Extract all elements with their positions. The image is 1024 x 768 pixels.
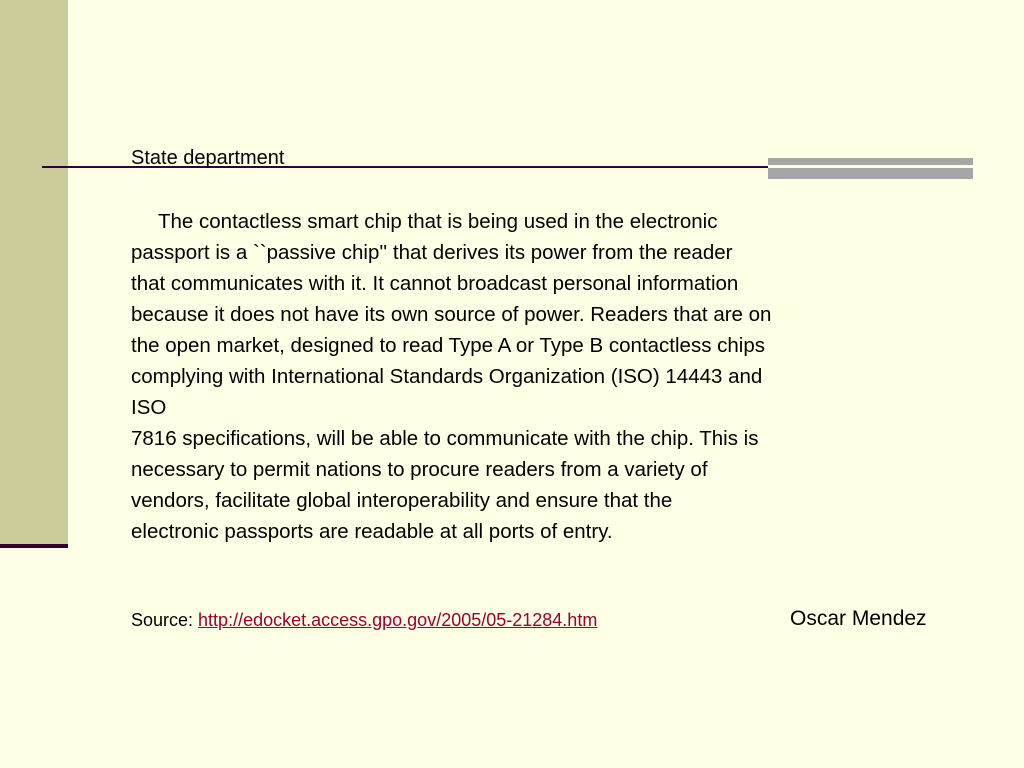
paragraph-line: passport is a ``passive chip'' that derives its power from the reader (131, 241, 733, 264)
paragraph-line: necessary to permit nations to procure readers from a variety of (131, 458, 708, 481)
paragraph-line: because it does not have its own source of power. Readers that are on (131, 303, 772, 326)
paragraph-line: The contactless smart chip that is being used in the electronic (158, 210, 718, 233)
paragraph-line: that communicates with it. It cannot broadcast personal information (131, 272, 739, 295)
source-link[interactable]: http://edocket.access.gpo.gov/2005/05-21284.htm (198, 610, 598, 630)
accent-block-decoration (768, 158, 973, 179)
paragraph-line: electronic passports are readable at all ports of entry. (131, 520, 613, 543)
author-name: Oscar Mendez (790, 607, 927, 630)
body-paragraph (131, 206, 931, 547)
paragraph-line: ISO (131, 396, 167, 419)
paragraph-line: vendors, facilitate global interoperability and ensure that the (131, 489, 673, 512)
slide-title: State department (131, 147, 285, 169)
paragraph-line: 7816 specifications, will be able to communicate with the chip. This is (131, 427, 759, 450)
source-citation (131, 608, 597, 632)
source-label: Source: (131, 610, 199, 630)
side-bar-bottom-rule (0, 544, 68, 548)
side-bar-decoration (0, 0, 68, 544)
paragraph-line: complying with International Standards Organization (ISO) 14443 and (131, 365, 763, 388)
paragraph-line: the open market, designed to read Type A or Type B contactless chips (131, 334, 765, 357)
